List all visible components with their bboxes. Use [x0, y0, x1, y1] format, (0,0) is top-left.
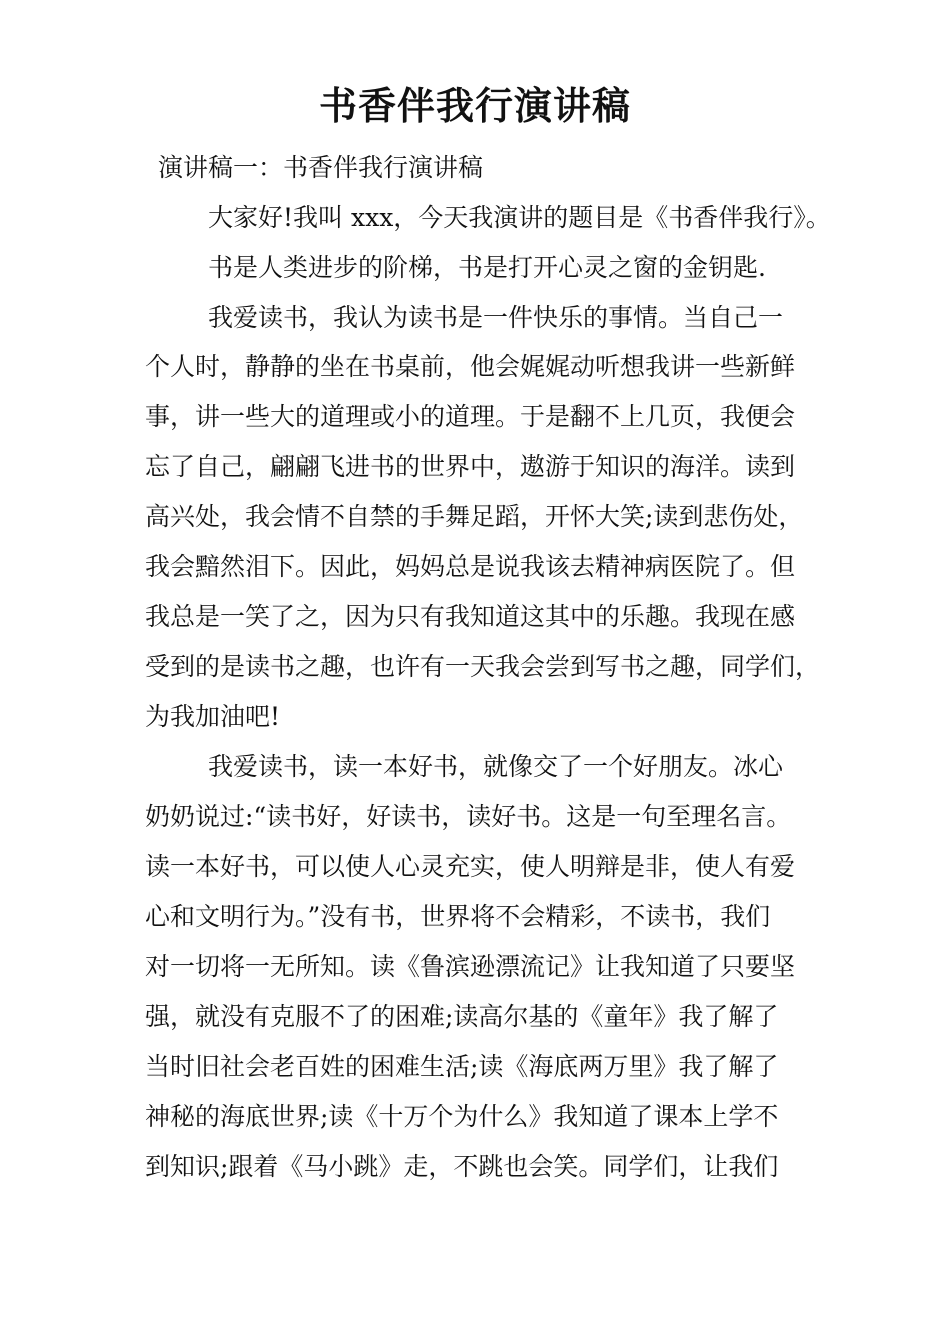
body-line: 神秘的海底世界;读《十万个为什么》我知道了课本上学不: [145, 1102, 779, 1131]
body-line: 受到的是读书之趣，也许有一天我会尝到写书之趣，同学们，: [145, 652, 821, 681]
body-line: 书是人类进步的阶梯，书是打开心灵之窗的金钥匙.: [208, 253, 766, 282]
body-line: 为我加油吧!: [145, 702, 281, 731]
document-title: 书香伴我行演讲稿: [318, 83, 631, 128]
body-line: 我爱读书，我认为读书是一件快乐的事情。当自己一: [208, 303, 784, 332]
body-line: 我爱读书，读一本好书，就像交了一个好朋友。冰心: [208, 752, 784, 781]
body-line: 奶奶说过:“读书好，好读书，读好书。这是一句至理名言。: [145, 802, 792, 831]
body-line: 个人时，静静的坐在书桌前，他会娓娓动听想我讲一些新鲜: [145, 352, 796, 381]
body-line: 心和文明行为。”没有书，世界将不会精彩，不读书，我们: [145, 902, 771, 931]
document-subtitle: 演讲稿一：书香伴我行演讲稿: [158, 153, 484, 182]
body-line: 强，就没有克服不了的困难;读高尔基的《童年》我了解了: [145, 1002, 779, 1031]
body-line: 我总是一笑了之，因为只有我知道这其中的乐趣。我现在感: [145, 602, 796, 631]
body-line: 大家好!我叫 xxx，今天我演讲的题目是《书香伴我行》。: [208, 203, 831, 232]
body-line: 高兴处，我会情不自禁的手舞足蹈，开怀大笑;读到悲伤处，: [145, 502, 804, 531]
body-line: 对一切将一无所知。读《鲁滨逊漂流记》让我知道了只要坚: [145, 952, 796, 981]
body-line: 事，讲一些大的道理或小的道理。于是翻不上几页，我便会: [145, 402, 796, 431]
body-line: 读一本好书，可以使人心灵充实，使人明辩是非，使人有爱: [145, 852, 796, 881]
body-line: 到知识;跟着《马小跳》走，不跳也会笑。同学们，让我们: [145, 1152, 779, 1181]
body-line: 我会黯然泪下。因此，妈妈总是说我该去精神病医院了。但: [145, 552, 796, 581]
body-line: 忘了自己，翩翩飞进书的世界中，遨游于知识的海洋。读到: [145, 452, 796, 481]
body-line: 当时旧社会老百姓的困难生活;读《海底两万里》我了解了: [145, 1052, 779, 1081]
